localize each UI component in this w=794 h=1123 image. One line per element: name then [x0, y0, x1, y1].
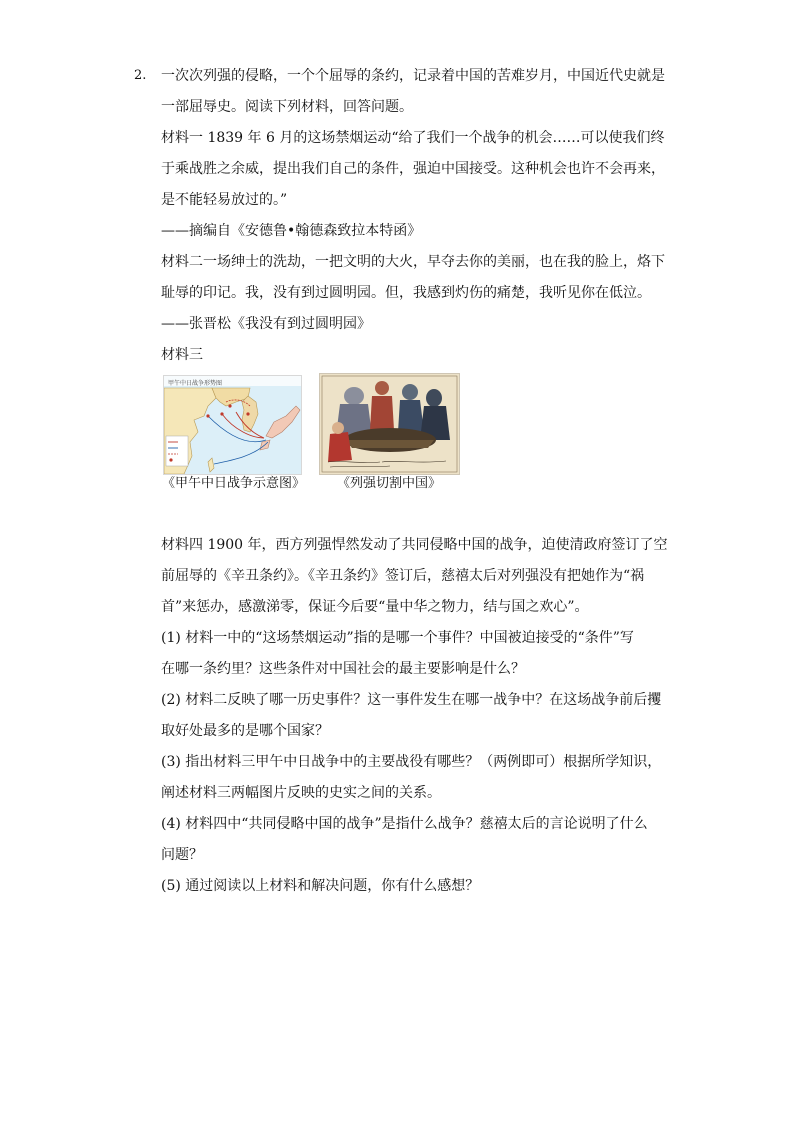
material2-line-1: 材料二一场绅士的洗劫，一把文明的大火，早夺去你的美丽，也在我的脸上，烙下	[161, 254, 665, 270]
material1-source: ——摘编自《安德鲁•翰德森致拉本特函》	[161, 223, 422, 239]
material3-label: 材料三	[161, 347, 203, 363]
subquestion-2-line-1: (2) 材料二反映了哪一历史事件？这一事件发生在哪一战争中？在这场战争前后攫	[161, 692, 662, 708]
material1-line-1: 材料一 1839 年 6 月的这场禁烟运动“给了我们一个战争的机会……可以使我们终	[161, 130, 665, 146]
subquestion-5-line-1: (5) 通过阅读以上材料和解决问题，你有什么感想？	[161, 878, 480, 894]
material2-source: ——张晋松《我没有到过圆明园》	[161, 316, 371, 332]
map-inner-title: 甲午中日战争形势图	[168, 380, 223, 387]
material1-line-3: 是不能轻易放过的。”	[161, 192, 288, 208]
cartoon-drawing	[320, 374, 459, 474]
subquestion-3-line-2: 阐述材料三两幅图片反映的史实之间的关系。	[161, 785, 441, 801]
sino-japanese-war-map	[163, 375, 302, 475]
intro-line-2: 一部屈辱史。阅读下列材料，回答问题。	[161, 99, 413, 115]
material4-line-3: 首”来惩办，感激涕零，保证今后要“量中华之物力，结与国之欢心”。	[161, 599, 589, 615]
material1-line-2: 于乘战胜之余威，提出我们自己的条件，强迫中国接受。这种机会也许不会再来，	[161, 161, 665, 177]
subquestion-1-line-2: 在哪一条约里？这些条件对中国社会的最主要影响是什么？	[161, 661, 525, 677]
material2-line-2: 耻辱的印记。我，没有到过圆明园。但，我感到灼伤的痛楚，我听见你在低泣。	[161, 285, 651, 301]
material4-line-1: 材料四 1900 年，西方列强悍然发动了共同侵略中国的战争，迫使清政府签订了空	[161, 537, 668, 553]
powers-carving-china-cartoon	[319, 373, 460, 475]
figure2-caption: 《列强切割中国》	[337, 476, 442, 491]
subquestion-2-line-2: 取好处最多的是哪个国家？	[161, 723, 329, 739]
intro-line-1: 一次次列强的侵略，一个个屈辱的条约，记录着中国的苦难岁月，中国近代史就是	[161, 68, 665, 84]
subquestion-4-line-2: 问题？	[161, 847, 203, 863]
subquestion-4-line-1: (4) 材料四中“共同侵略中国的战争”是指什么战争？慈禧太后的言论说明了什么	[161, 816, 648, 832]
material4-line-2: 前屈辱的《辛丑条约》。《辛丑条约》签订后，慈禧太后对列强没有把她作为“祸	[161, 568, 645, 584]
figure1-caption: 《甲午中日战争示意图》	[162, 476, 306, 491]
subquestion-3-line-1: (3) 指出材料三甲午中日战争中的主要战役有哪些？（两例即可）根据所学知识，	[161, 754, 662, 770]
subquestion-1-line-1: (1) 材料一中的“这场禁烟运动”指的是哪一个事件？中国被迫接受的“条件”写	[161, 630, 634, 646]
map-drawing	[164, 376, 301, 474]
question-number: 2.	[134, 68, 147, 83]
